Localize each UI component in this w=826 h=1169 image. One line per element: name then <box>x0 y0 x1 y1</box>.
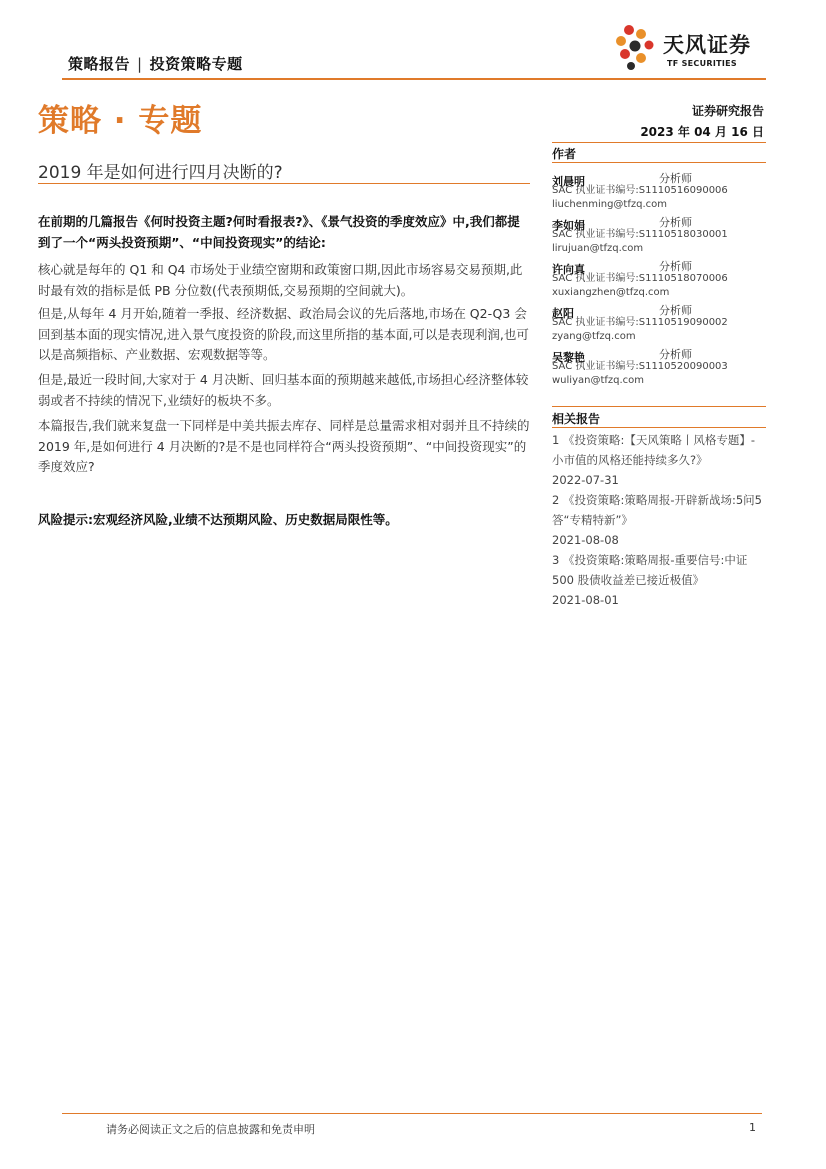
related-item-title[interactable]: 1 《投资策略:【天风策略丨风格专题】-小市值的风格还能持续多久?》 <box>552 433 755 467</box>
author-email[interactable]: lirujuan@tfzq.com <box>552 243 644 254</box>
body-paragraph-3 <box>38 370 530 411</box>
author-entry <box>552 346 766 388</box>
related-top-rule <box>552 406 766 407</box>
related-item-title[interactable]: 3 《投资策略:策略周报-重要信号:中证 500 股债收益差已接近极值》 <box>552 553 748 587</box>
author-name: 吴黎艳 <box>552 351 585 364</box>
footer-disclaimer: 请务必阅读正文之后的信息披露和免责申明 <box>106 1123 315 1136</box>
related-item-date: 2022-07-31 <box>552 473 619 487</box>
logo-english-name: TF SECURITIES <box>667 59 737 68</box>
footer-rule <box>62 1113 762 1114</box>
paragraph-text: 但是,最近一段时间,大家对于 4 月决断、回归基本面的预期越来越低,市场担心经济整体较弱或者不持续的情况下,业绩好的板块不多。 <box>38 372 529 408</box>
author-role: 分析师 <box>659 216 692 229</box>
author-email[interactable]: wuliyan@tfzq.com <box>552 375 645 386</box>
subtitle-rule <box>38 183 530 184</box>
related-list <box>552 430 766 610</box>
author-entry <box>552 170 766 212</box>
authors-heading-rule <box>552 162 766 163</box>
logo-name: 天风证券 <box>663 33 751 57</box>
author-email[interactable]: liuchenming@tfzq.com <box>552 199 667 210</box>
page-title: 策略 · 专题 <box>38 103 203 139</box>
author-role: 分析师 <box>659 348 692 361</box>
body-paragraph-4 <box>38 416 530 478</box>
author-cert: SAC 执业证书编号:S1110516090006 <box>552 185 728 196</box>
author-cert: SAC 执业证书编号:S1110518030001 <box>552 229 728 240</box>
header-category <box>68 53 243 74</box>
author-role: 分析师 <box>659 260 692 273</box>
authors-heading: 作者 <box>552 147 577 161</box>
author-email[interactable]: zyang@tfzq.com <box>552 331 636 342</box>
author-role: 分析师 <box>659 172 692 185</box>
author-name: 李如娟 <box>552 219 585 232</box>
related-heading: 相关报告 <box>552 412 601 426</box>
authors-top-rule <box>552 142 766 143</box>
author-cert: SAC 执业证书编号:S1110519090002 <box>552 317 728 328</box>
header-category-label: 策略报告 <box>68 55 131 73</box>
related-item[interactable] <box>552 430 766 490</box>
author-name: 赵阳 <box>552 307 574 320</box>
header-separator: | <box>137 55 143 73</box>
risk-warning: 风险提示:宏观经济风险,业绩不达预期风险、历史数据局限性等。 <box>38 512 398 527</box>
author-entry <box>552 302 766 344</box>
company-logo <box>611 21 771 73</box>
header-rule <box>62 78 766 80</box>
paragraph-text: 核心就是每年的 Q1 和 Q4 市场处于业绩空窗期和政策窗口期,因此市场容易交易预期,此时最有效的指标是低 PB 分位数(代表预期低,交易预期的空间就大)。 <box>38 262 523 298</box>
header-subcategory-label: 投资策略专题 <box>149 55 243 73</box>
author-cert: SAC 执业证书编号:S1110518070006 <box>552 273 728 284</box>
paragraph-text: 本篇报告,我们就来复盘一下同样是中美共振去库存、同样是总量需求相对弱并且不持续的 2019 年,是如何进行 4 月决断的?是不是也同样符合“两头投资预期”、“中间投资现实”的季度效应? <box>38 418 530 474</box>
related-item-title[interactable]: 2 《投资策略:策略周报-开辟新战场:5问5答“专精特新”》 <box>552 493 763 527</box>
report-type: 证券研究报告 <box>691 104 764 118</box>
author-name: 许向真 <box>552 263 585 276</box>
related-heading-rule <box>552 427 766 428</box>
related-item[interactable] <box>552 490 766 550</box>
logo-mark-icon <box>611 21 663 73</box>
author-email[interactable]: xuxiangzhen@tfzq.com <box>552 287 670 298</box>
lead-paragraph <box>38 212 530 253</box>
related-item-date: 2021-08-08 <box>552 533 619 547</box>
author-role: 分析师 <box>659 304 692 317</box>
lead-text: 在前期的几篇报告《何时投资主题?何时看报表?》、《景气投资的季度效应》中,我们都提到了一个“两头投资预期”、“中间投资现实”的结论: <box>38 214 520 250</box>
related-item[interactable] <box>552 550 766 610</box>
author-name: 刘晨明 <box>552 175 585 188</box>
report-date: 2023 年 04 月 16 日 <box>640 125 764 139</box>
paragraph-text: 但是,从每年 4 月开始,随着一季报、经济数据、政治局会议的先后落地,市场在 Q2-Q3 会回到基本面的现实情况,进入景气度投资的阶段,而这里所指的基本面,可以是表现利润,也可以是高频指标、产业数据、宏观数据等等。 <box>38 306 529 362</box>
author-entry <box>552 214 766 256</box>
report-subtitle: 2019 年是如何进行四月决断的? <box>38 163 283 183</box>
related-item-date: 2021-08-01 <box>552 593 619 607</box>
body-paragraph-1 <box>38 260 530 301</box>
author-cert: SAC 执业证书编号:S1110520090003 <box>552 361 728 372</box>
author-entry <box>552 258 766 300</box>
page-number: 1 <box>749 1121 756 1134</box>
body-paragraph-2 <box>38 304 530 366</box>
